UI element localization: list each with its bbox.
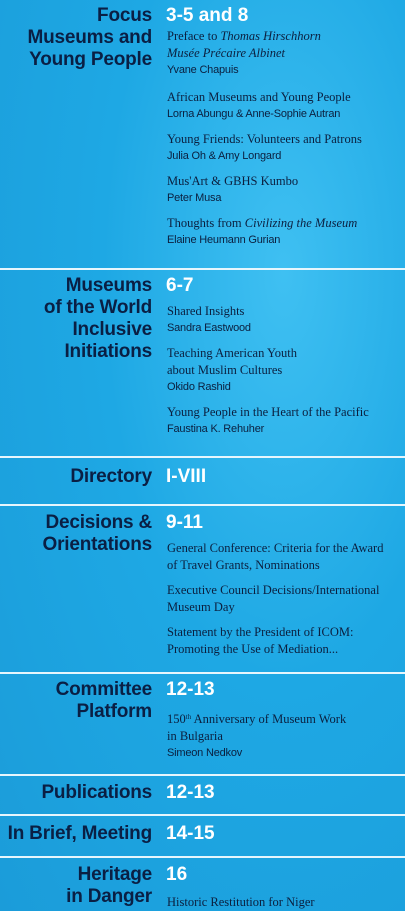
section-focus xyxy=(0,0,405,268)
section-label xyxy=(44,275,152,363)
page-range: 12-13 xyxy=(166,782,215,803)
entry-title: Preface to Thomas Hirschhorn xyxy=(167,29,321,43)
section-label xyxy=(56,679,152,723)
label-line: Platform xyxy=(76,701,152,722)
entry-title: Young Friends: Volunteers and Patrons xyxy=(167,132,362,146)
entry-title-line2: about Muslim Cultures xyxy=(167,363,283,377)
toc-entry[interactable] xyxy=(167,894,403,911)
page-range: I-VIII xyxy=(166,466,207,487)
section-in-brief xyxy=(0,816,405,854)
page-range: 12-13 xyxy=(166,679,215,700)
label-line: Museums xyxy=(65,275,152,296)
label-line: of the World xyxy=(43,297,152,318)
label-line: Inclusive xyxy=(72,319,152,340)
label-line: Decisions & xyxy=(45,512,152,533)
section-label xyxy=(28,5,153,71)
entry-title: Mus'Art & GBHS Kumbo xyxy=(167,174,299,188)
entry-author: Okido Rashid xyxy=(167,381,231,393)
toc-entry[interactable] xyxy=(167,173,403,206)
entry-title: Teaching American Youth xyxy=(167,346,298,360)
entry-title: Young People in the Heart of the Pacific xyxy=(167,405,369,419)
entry-title: Historic Restitution for Niger xyxy=(167,895,315,909)
entry-title: Thoughts from Civilizing the Museum xyxy=(167,216,358,230)
toc-entry[interactable] xyxy=(167,131,403,164)
page-range: 14-15 xyxy=(166,823,215,844)
entry-author: Simeon Nedkov xyxy=(167,747,243,759)
entry-title: Statement by the President of ICOM: xyxy=(167,625,354,639)
entry-title-line2: Museum Day xyxy=(167,600,235,614)
entry-title: 150th Anniversary of Museum Work xyxy=(167,712,347,726)
section-museums-of-the-world xyxy=(0,270,405,456)
section-heritage-in-danger xyxy=(0,858,405,911)
entry-title-line2: Promoting the Use of Mediation... xyxy=(167,642,339,656)
entry-author: Elaine Heumann Gurian xyxy=(167,234,281,246)
page-range: 9-11 xyxy=(166,512,203,533)
entry-author: Peter Musa xyxy=(167,192,222,204)
label-line: Focus xyxy=(97,5,152,26)
toc-entry[interactable] xyxy=(167,709,403,761)
section-label: Publications xyxy=(41,782,152,803)
section-decisions xyxy=(0,506,405,672)
page-range: 16 xyxy=(166,864,188,885)
toc-entry[interactable] xyxy=(167,215,403,248)
page-range: 6-7 xyxy=(166,275,194,296)
section-label xyxy=(66,864,152,908)
page-range: 3-5 and 8 xyxy=(166,5,249,26)
section-label xyxy=(42,512,152,556)
toc-entry[interactable] xyxy=(167,303,403,336)
label-line: Orientations xyxy=(42,534,152,555)
entry-title-line2: of Travel Grants, Nominations xyxy=(167,558,320,572)
toc-entry[interactable] xyxy=(167,345,403,395)
section-committee-platform xyxy=(0,674,405,774)
entry-subtitle: Musée Précaire Albinet xyxy=(167,46,286,60)
entry-title: General Conference: Criteria for the Award xyxy=(167,541,384,555)
toc-entry[interactable] xyxy=(167,89,403,122)
section-publications xyxy=(0,776,405,814)
section-label: In Brief, Meeting xyxy=(7,823,152,844)
entry-author: Julia Oh & Amy Longard xyxy=(167,150,282,162)
label-line: Young People xyxy=(29,49,152,70)
label-line: Initiations xyxy=(64,341,152,362)
entry-title-line2: in Bulgaria xyxy=(167,729,223,743)
entry-title: African Museums and Young People xyxy=(167,90,351,104)
toc-entry[interactable] xyxy=(167,28,403,78)
label-line: in Danger xyxy=(66,886,152,907)
toc-entry[interactable] xyxy=(167,624,403,658)
entry-title: Executive Council Decisions/International xyxy=(167,583,380,597)
entry-author: Sandra Eastwood xyxy=(167,322,251,334)
section-label: Directory xyxy=(70,466,152,487)
label-line: Heritage xyxy=(77,864,152,885)
entry-author: Lorna Abungu & Anne-Sophie Autran xyxy=(167,108,341,120)
toc-entry[interactable] xyxy=(167,540,403,574)
label-line: Committee xyxy=(55,679,152,700)
entry-title: Shared Insights xyxy=(167,304,245,318)
section-directory xyxy=(0,458,405,504)
entry-author: Faustina K. Rehuher xyxy=(167,423,265,435)
toc-entry[interactable] xyxy=(167,404,403,437)
toc-entry[interactable] xyxy=(167,582,403,616)
label-line: Museums and xyxy=(27,27,152,48)
entry-author: Yvane Chapuis xyxy=(167,64,239,76)
